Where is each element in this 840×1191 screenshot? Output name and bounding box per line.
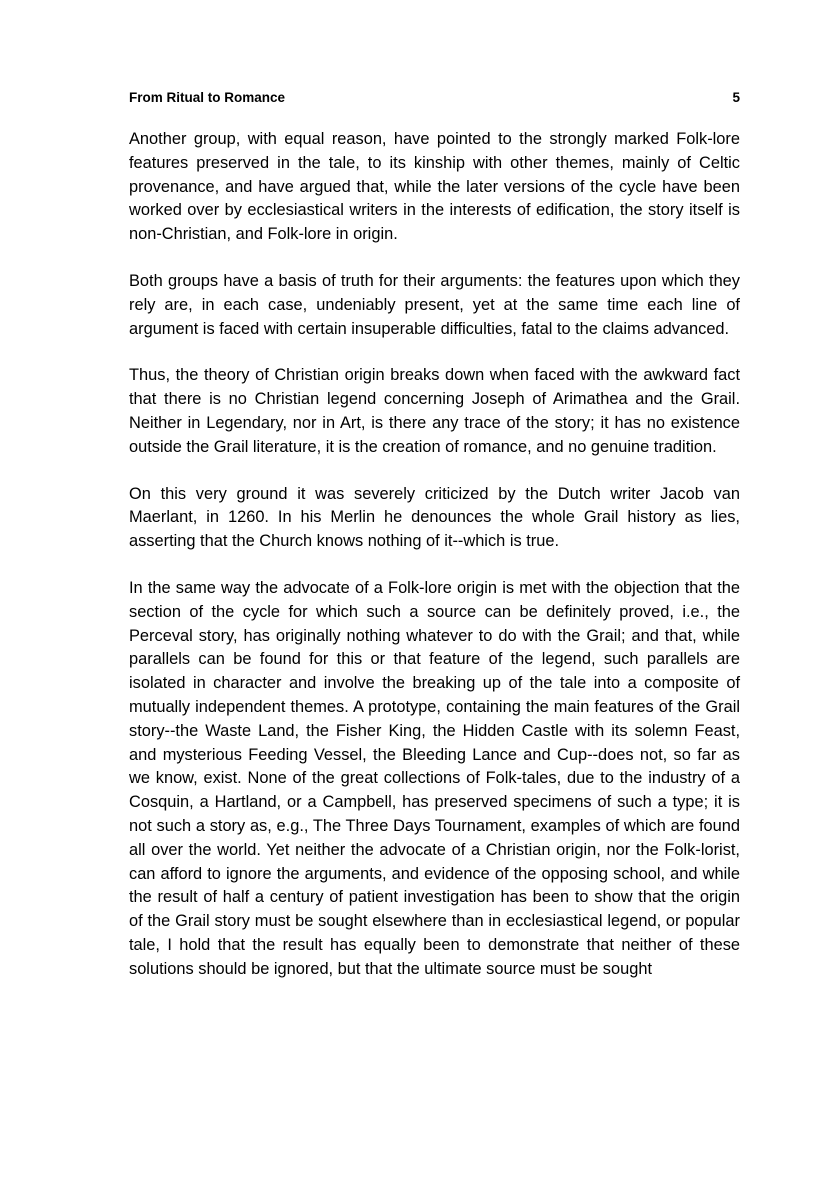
running-header (129, 88, 740, 108)
paragraph: Another group, with equal reason, have pointed to the strongly marked Folk-lore features preserved in the tale, to its kinship with other themes, mainly of Celtic provenance, and have argued that, while the later versions of the cycle have been worked over by ecclesiastical writers in the interests of edification, the story itself is non-Christian, and Folk-lore in origin. (129, 130, 740, 244)
paragraph: On this very ground it was severely criticized by the Dutch writer Jacob van Maerlant, in 1260. In his Merlin he denounces the whole Grail history as lies, asserting that the Church knows nothing of it--which is true. (129, 484, 740, 551)
book-title: From Ritual to Romance (129, 90, 286, 105)
paragraph: In the same way the advocate of a Folk-lore origin is met with the objection that the section of the cycle for which such a source can be definitely proved, i.e., the Perceval story, has originally nothing whatever to do with the Grail; and that, while parallels can be found for this or that feature of the legend, such parallels are isolated in character and involve the breaking up of the tale into a composite of mutually independent themes. A prototype, containing the main features of the Grail story--the Waste Land, the Fisher King, the Hidden Castle with its solemn Feast, and mysterious Feeding Vessel, the Bleeding Lance and Cup--does not, so far as we know, exist. None of the great collections of Folk-tales, due to the industry of a Cosquin, a Hartland, or a Campbell, has preserved specimens of such a type; it is not such a story as, e.g., The Three Days Tournament, examples of which are found all over the world. Yet neither the advocate of a Christian origin, nor the Folk-lorist, can afford to ignore the arguments, and evidence of the opposing school, and while the result of half a century of patient investigation has been to show that the origin of the Grail story must be sought elsewhere than in ecclesiastical legend, or popular tale, I hold that the result has equally been to demonstrate that neither of these solutions should be ignored, but that the ultimate source must be sought (129, 578, 740, 978)
page-number: 5 (732, 90, 740, 105)
body-text (129, 128, 740, 982)
paragraph: Both groups have a basis of truth for their arguments: the features upon which they rely are, in each case, undeniably present, yet at the same time each line of argument is faced with certain insuperable difficulties, fatal to the claims advanced. (129, 271, 740, 338)
paragraph: Thus, the theory of Christian origin breaks down when faced with the awkward fact that there is no Christian legend concerning Joseph of Arimathea and the Grail. Neither in Legendary, nor in Art, is there any trace of the story; it has no existence outside the Grail literature, it is the creation of romance, and no genuine tradition. (129, 366, 740, 456)
